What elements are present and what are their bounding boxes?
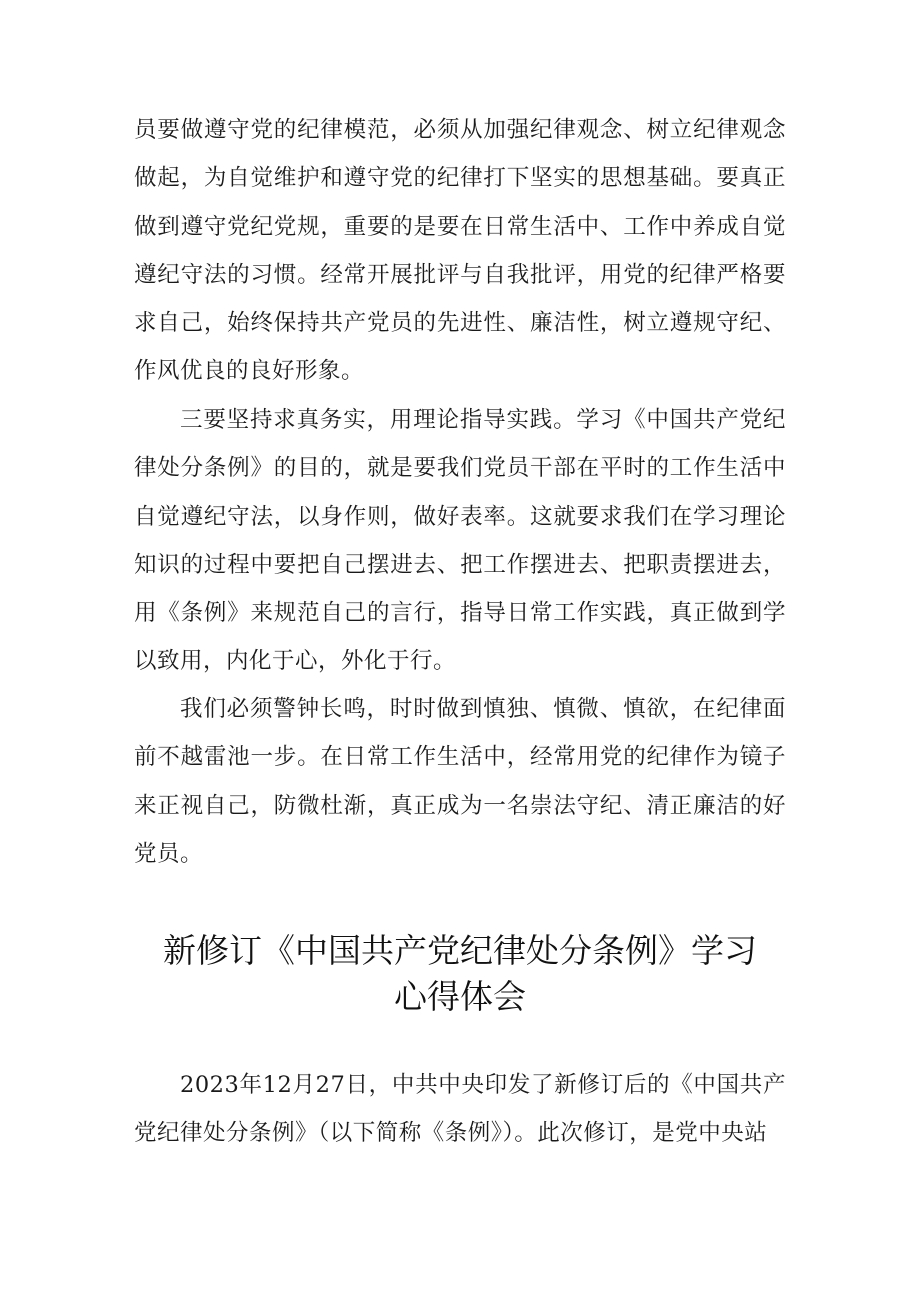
paragraph-intro: 2023年12月27日，中共中央印发了新修订后的《中国共产党纪律处分条例》（以下简称《条例》）。此次修订，是党中央站: [134, 1072, 786, 1147]
paragraph-conclusion: 我们必须警钟长鸣，时时做到慎独、慎微、慎欲，在纪律面前不越雷池一步。在日常工作生活中，经常用党的纪律作为镜子来正视自己，防微杜渐，真正成为一名崇法守纪、清正廉洁的好党员。: [134, 696, 786, 867]
paragraph-continuation: 员要做遵守党的纪律模范，必须从加强纪律观念、树立纪律观念做起，为自觉维护和遵守党的纪律打下坚实的思想基础。要真正做到遵守党纪党规，重要的是要在日常生活中、工作中养成自觉遵纪守法的习惯。经常开展批评与自我批评，用党的纪律严格要求自己，始终保持共产党员的先进性、廉洁性，树立遵规守纪、作风优良的良好形象。: [134, 117, 786, 385]
article-title-line-2: 心得体会: [394, 977, 526, 1016]
paragraph-three-requirements: 三要坚持求真务实，用理论指导实践。学习《中国共产党纪律处分条例》的目的，就是要我们党员干部在平时的工作生活中自觉遵纪守法，以身作则，做好表率。这就要求我们在学习理论知识的过程中要把自己摆进去、把工作摆进去、把职责摆进去，用《条例》来规范自己的言行，指导日常工作实践，真正做到学以致用，内化于心，外化于行。: [134, 407, 786, 675]
article-title: [134, 928, 786, 1020]
article-title-line-1: 新修订《中国共产党纪律处分条例》学习: [163, 931, 757, 970]
